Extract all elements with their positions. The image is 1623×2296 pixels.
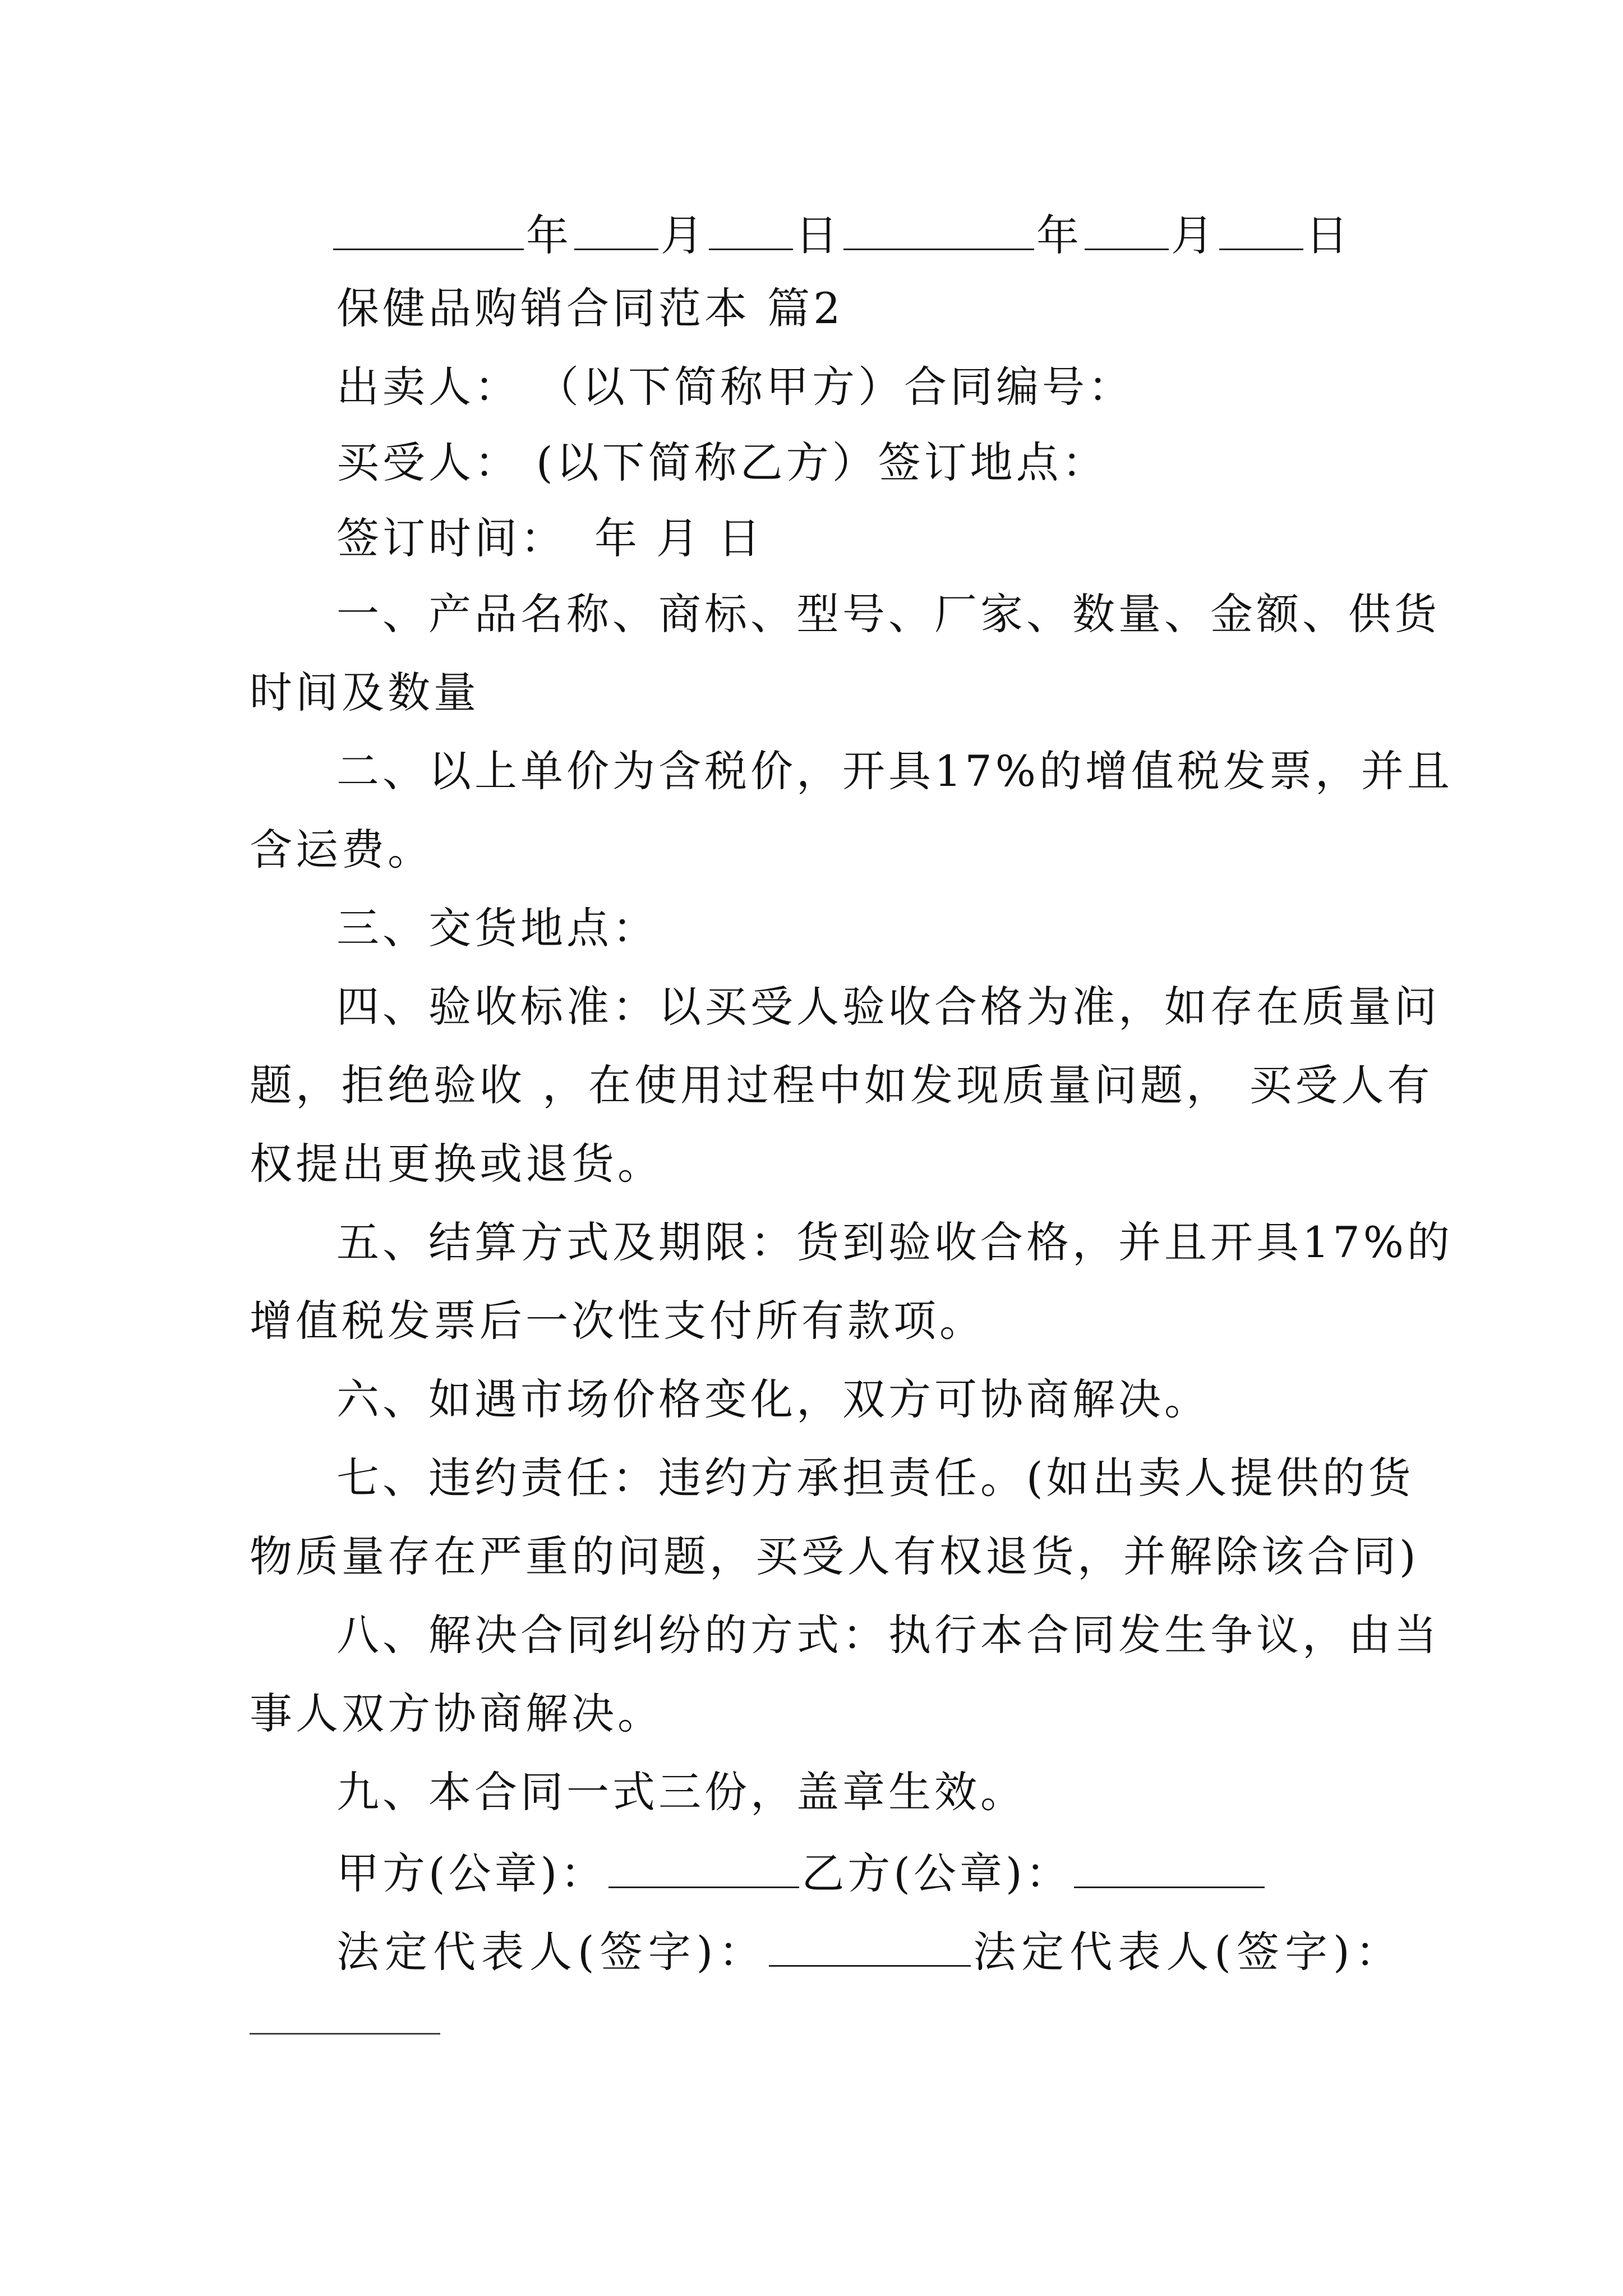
- day-label-a: 日: [795, 210, 841, 260]
- document-title: 保健品购销合同范本 篇2: [336, 283, 844, 333]
- buyer-note: (以下简称乙方）签订地点：: [536, 438, 1108, 487]
- party-a-seal-label: 甲方(公章)：: [336, 1848, 607, 1898]
- month-label-a: 月: [661, 210, 707, 260]
- clause-6-line-1: 六、如遇市场价格变化，双方可协商解决。: [336, 1374, 1210, 1424]
- party-a-seal-blank: [608, 1843, 799, 1888]
- sign-time-year: 年: [594, 513, 640, 563]
- rep-a-blank: [769, 1921, 971, 1967]
- clause-4-line-2: 题，拒绝验收 ，在使用过程中如发现质量问题， 买受人有: [250, 1060, 1433, 1110]
- day-blank-a: [709, 205, 793, 250]
- year-label-a: 年: [526, 210, 572, 260]
- clause-2-line-2: 含运费。: [250, 825, 434, 875]
- seal-line: [336, 1843, 1380, 1902]
- clause-9-line-1: 九、本合同一式三份，盖章生效。: [336, 1767, 1026, 1817]
- clause-2-line-1: 二、以上单价为含税价，开具17%的增值税发票，并且: [336, 746, 1453, 796]
- party-b-seal-blank: [1074, 1843, 1265, 1888]
- clause-1-line-1: 一、产品名称、商标、型号、厂家、数量、金额、供货: [336, 589, 1440, 639]
- representative-line: [336, 1921, 1404, 1980]
- month-label-b: 月: [1171, 210, 1217, 260]
- year-label-b: 年: [1036, 210, 1082, 260]
- rep-b-blank: [250, 2033, 440, 2035]
- month-blank-a: [574, 205, 658, 250]
- sign-time-day: 日: [718, 513, 764, 563]
- clause-4-line-1: 四、验收标准：以买受人验收合格为准，如存在质量问: [336, 982, 1440, 1032]
- sign-time-month: 月: [656, 513, 702, 563]
- clause-7-line-2: 物质量存在严重的问题，买受人有权退货，并解除该合同): [250, 1531, 1419, 1581]
- month-blank-b: [1085, 205, 1169, 250]
- sign-time-line: [336, 510, 1380, 567]
- rep-b-label: 法定代表人(签字)：: [973, 1927, 1404, 1977]
- rep-a-label: 法定代表人(签字)：: [336, 1927, 767, 1977]
- seller-line: [336, 359, 1380, 415]
- day-blank-b: [1219, 205, 1303, 250]
- clause-8-line-2: 事人双方协商解决。: [250, 1688, 663, 1738]
- party-b-seal-label: 乙方(公章)：: [801, 1848, 1072, 1898]
- clause-5-line-1: 五、结算方式及期限：货到验收合格，并且开具17%的: [336, 1217, 1453, 1267]
- clause-1-line-2: 时间及数量: [250, 668, 479, 717]
- clause-4-line-3: 权提出更换或退货。: [250, 1139, 663, 1189]
- date-signature-row: [331, 205, 1396, 264]
- year-blank-b: [843, 205, 1034, 250]
- buyer-label: 买受人：: [336, 438, 520, 487]
- year-blank-a: [333, 205, 524, 250]
- day-label-b: 日: [1306, 210, 1352, 260]
- clause-8-line-1: 八、解决合同纠纷的方式：执行本合同发生争议，由当: [336, 1610, 1440, 1660]
- seller-label: 出卖人：: [336, 362, 520, 412]
- clause-3-line-1: 三、交货地点：: [336, 903, 658, 953]
- buyer-line: [336, 435, 1380, 491]
- seller-note: （以下简称甲方）合同编号：: [536, 362, 1134, 412]
- sign-time-label: 签订时间：: [336, 513, 566, 563]
- clause-5-line-2: 增值税发票后一次性支付所有款项。: [250, 1296, 985, 1346]
- clause-7-line-1: 七、违约责任：违约方承担责任。(如出卖人提供的货: [336, 1453, 1414, 1503]
